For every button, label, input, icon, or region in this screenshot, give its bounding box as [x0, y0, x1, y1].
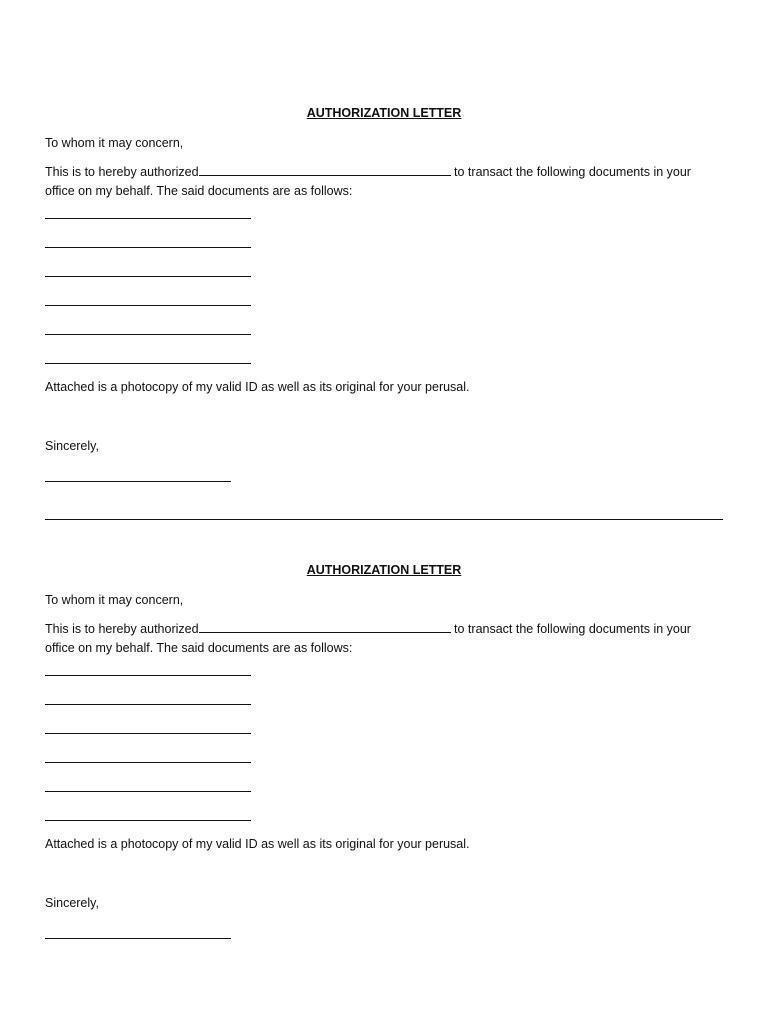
letter-body: [45, 619, 715, 658]
document-blank-line: [45, 247, 251, 248]
document-blank-line: [45, 762, 251, 763]
letter-greeting: To whom it may concern,: [45, 593, 184, 607]
letter-greeting: To whom it may concern,: [45, 136, 184, 150]
letter-body: [45, 162, 715, 201]
authorization-letter-1: [45, 104, 723, 482]
body-start-text: This is to hereby authorized: [45, 165, 199, 179]
body-end-text: to transact the following documents in your office on my behalf. The said documents are as follows:: [45, 165, 691, 198]
document-blank-line: [45, 363, 251, 364]
body-start-text: This is to hereby authorized: [45, 622, 199, 636]
cut-separator-line: [45, 519, 723, 520]
document-blank-line: [45, 675, 251, 676]
attached-note: Attached is a photocopy of my valid ID as well as its original for your perusal.: [45, 380, 470, 394]
authorized-person-blank: [199, 162, 451, 176]
letter-title: AUTHORIZATION LETTER: [306, 106, 462, 120]
document-blank-line: [45, 820, 251, 821]
document-blank-line: [45, 276, 251, 277]
document-blank-line: [45, 305, 251, 306]
signature-line: [45, 938, 231, 939]
document-blank-line: [45, 733, 251, 734]
closing: Sincerely,: [45, 439, 99, 453]
letter-title: AUTHORIZATION LETTER: [306, 563, 462, 577]
document-blank-line: [45, 791, 251, 792]
document-lines: [45, 675, 723, 821]
closing: Sincerely,: [45, 896, 99, 910]
authorization-letter-2: [45, 561, 723, 939]
body-end-text: to transact the following documents in your office on my behalf. The said documents are as follows:: [45, 622, 691, 655]
document-blank-line: [45, 334, 251, 335]
authorized-person-blank: [199, 619, 451, 633]
document-blank-line: [45, 218, 251, 219]
attached-note: Attached is a photocopy of my valid ID as well as its original for your perusal.: [45, 837, 470, 851]
document-lines: [45, 218, 723, 364]
signature-line: [45, 481, 231, 482]
document-blank-line: [45, 704, 251, 705]
